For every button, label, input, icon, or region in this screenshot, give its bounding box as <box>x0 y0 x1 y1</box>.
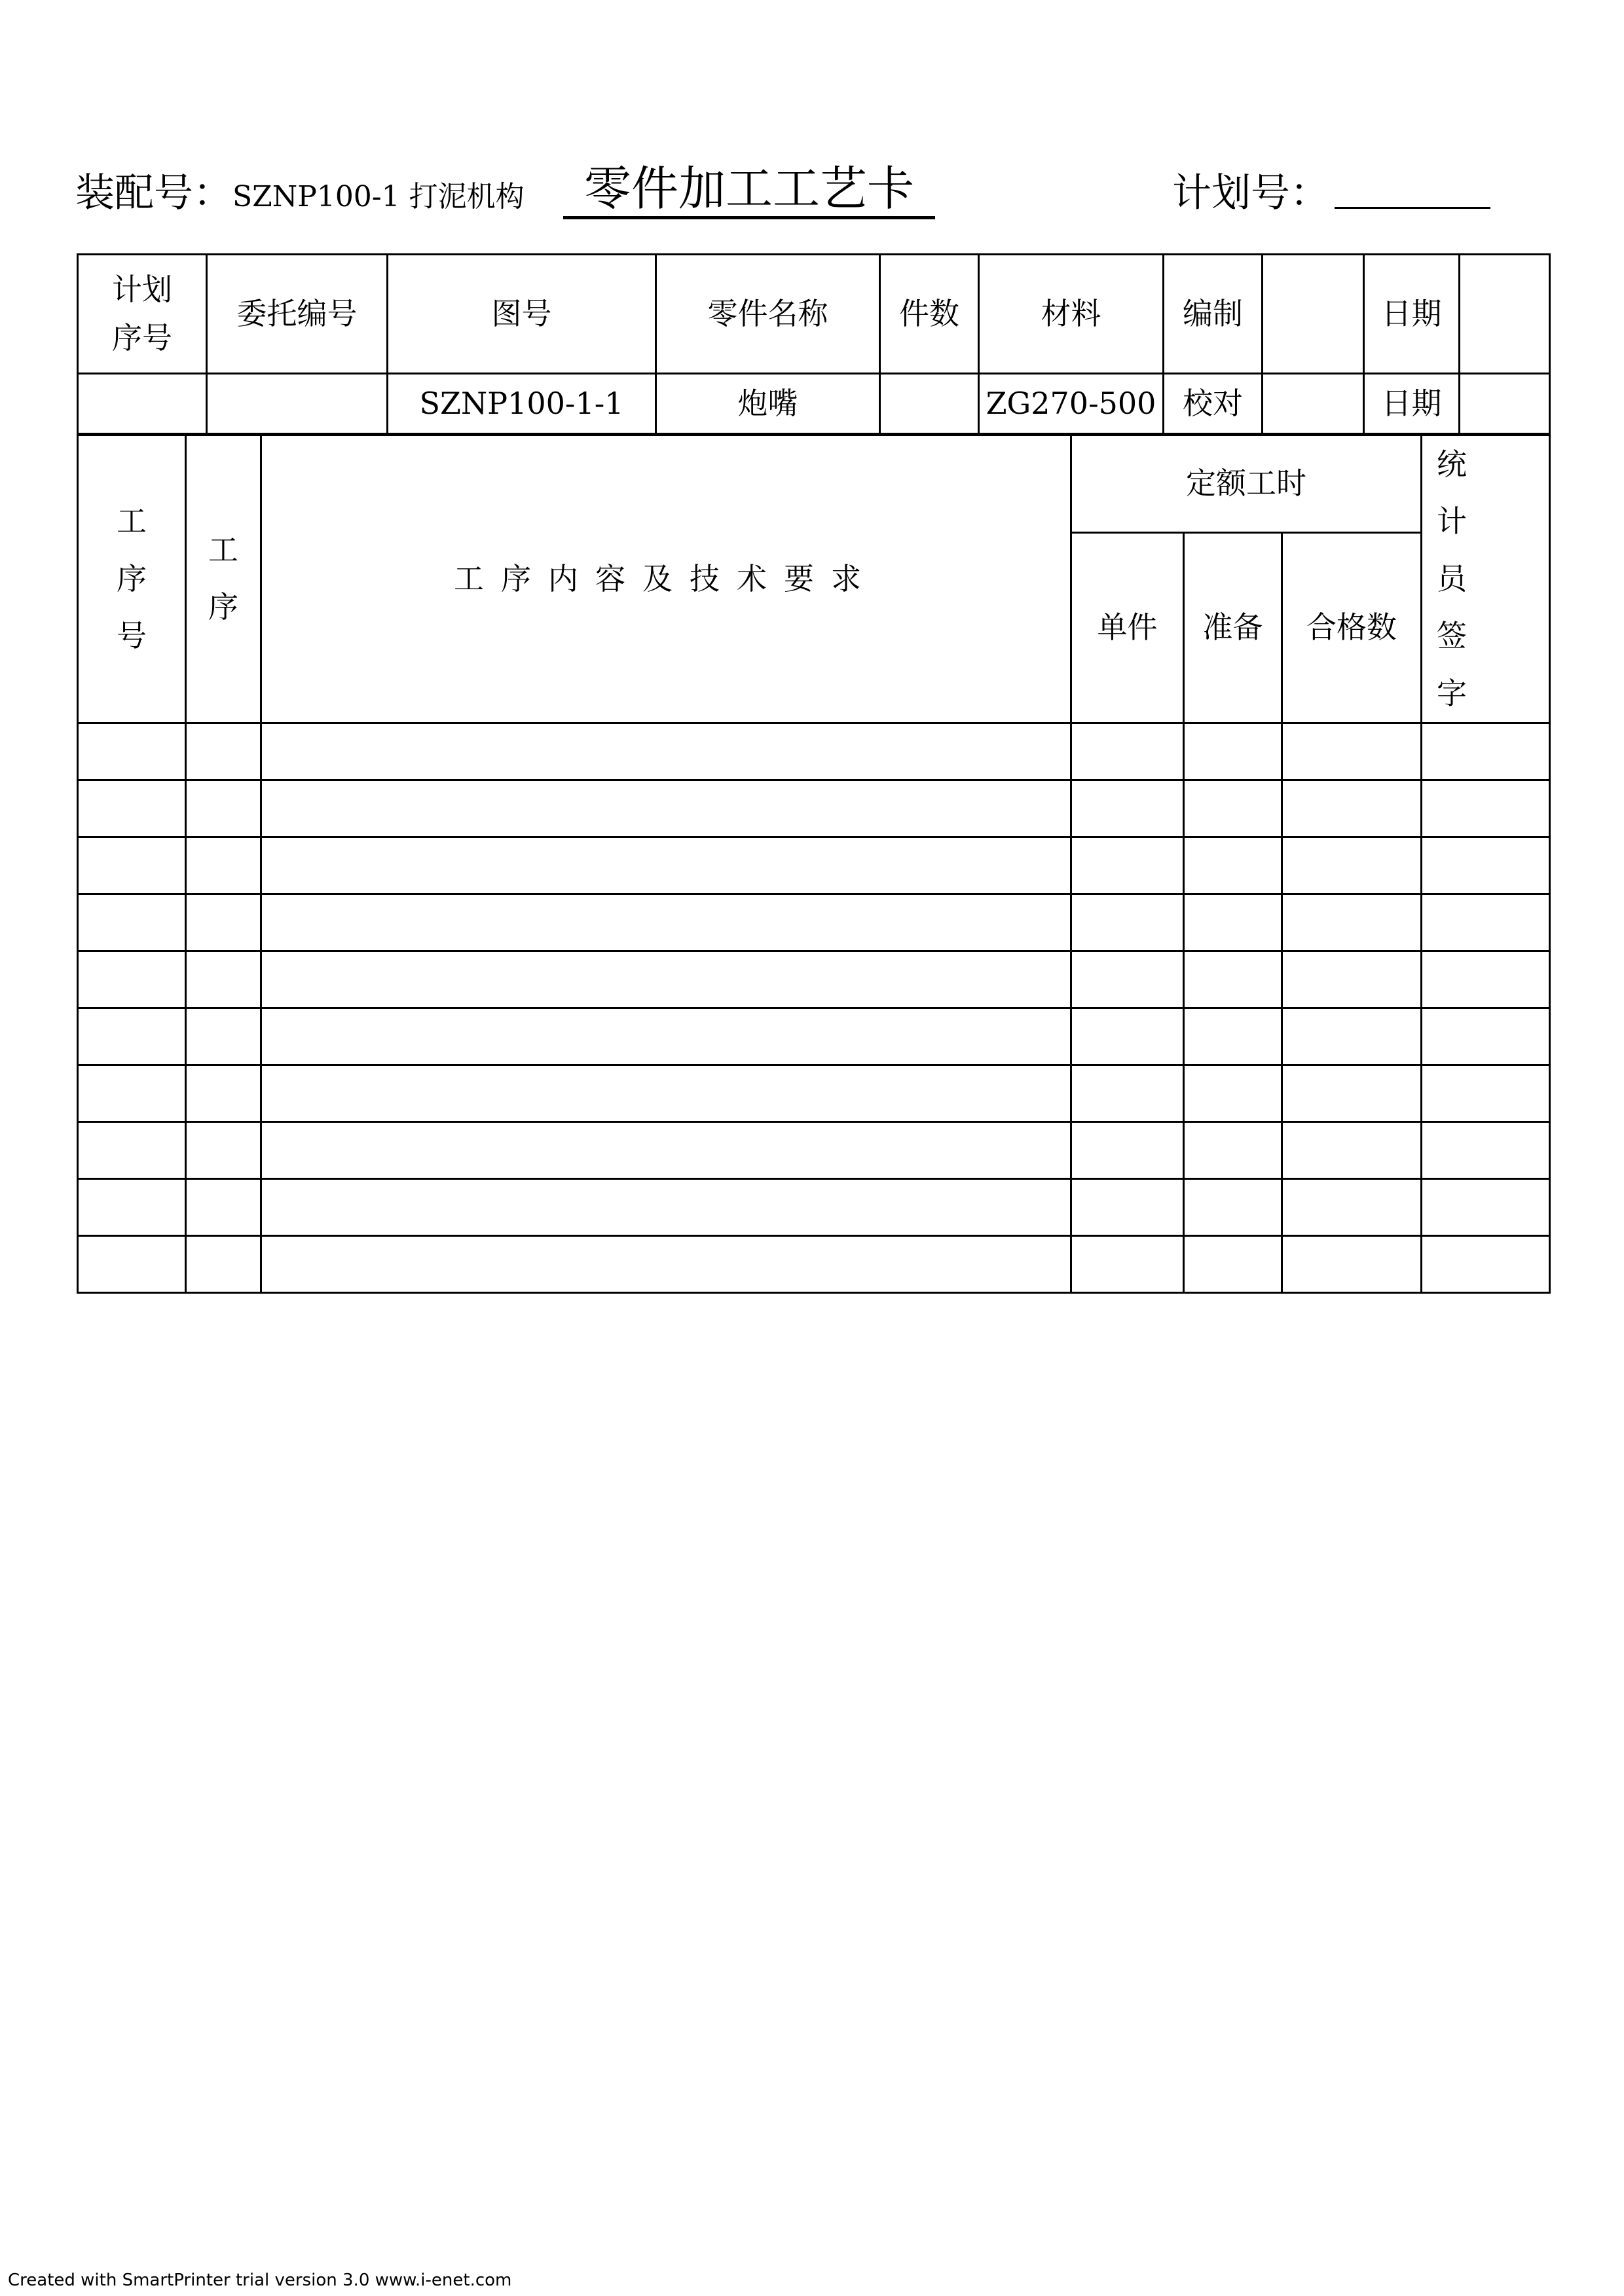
unit-cell <box>1071 723 1184 780</box>
content-cell <box>261 1235 1071 1292</box>
process-cell <box>186 723 261 780</box>
qualified-cell <box>1282 1065 1422 1121</box>
date-label-2: 日期 <box>1364 374 1460 434</box>
process-no-cell <box>78 951 186 1008</box>
process-no-cell <box>78 723 186 780</box>
process-cell <box>186 1235 261 1292</box>
plan-seq-header <box>78 255 207 374</box>
part-name-header: 零件名称 <box>656 255 880 374</box>
date-value-2 <box>1460 374 1550 434</box>
process-no-cell <box>78 894 186 951</box>
unit-cell <box>1071 951 1184 1008</box>
prep-cell <box>1184 1235 1282 1292</box>
unit-cell <box>1071 780 1184 837</box>
unit-header: 单件 <box>1071 532 1184 723</box>
process-no-cell <box>78 1065 186 1121</box>
part-info-table <box>77 253 1551 435</box>
process-row <box>78 951 1550 1008</box>
process-cell <box>186 837 261 894</box>
process-row <box>78 723 1550 780</box>
process-no-cell <box>78 1008 186 1065</box>
process-cell <box>186 951 261 1008</box>
compiled-label: 编制 <box>1164 255 1263 374</box>
process-no-header <box>78 435 186 723</box>
prep-cell <box>1184 723 1282 780</box>
process-row <box>78 1121 1550 1178</box>
prep-cell <box>1184 1008 1282 1065</box>
quantity-header: 件数 <box>880 255 979 374</box>
content-cell <box>261 837 1071 894</box>
process-cell <box>186 1065 261 1121</box>
process-row <box>78 780 1550 837</box>
qualified-cell <box>1282 1121 1422 1178</box>
qualified-cell <box>1282 951 1422 1008</box>
content-cell <box>261 951 1071 1008</box>
commission-no-header: 委托编号 <box>207 255 388 374</box>
stat-sign-char: 计 <box>1437 503 1467 539</box>
process-no-cell <box>78 1178 186 1235</box>
process-header <box>186 435 261 723</box>
sign-cell <box>1422 1008 1550 1065</box>
sign-cell <box>1422 780 1550 837</box>
assembly-value: SZNP100-1 打泥机构 <box>232 180 525 213</box>
stat-sign-header <box>1422 435 1550 723</box>
stat-sign-char: 统 <box>1437 446 1467 482</box>
material-value: ZG270-500 <box>979 374 1164 434</box>
sign-cell <box>1422 1235 1550 1292</box>
prep-cell <box>1184 1178 1282 1235</box>
unit-cell <box>1071 1065 1184 1121</box>
prep-cell <box>1184 1065 1282 1121</box>
process-cell <box>186 780 261 837</box>
qualified-cell <box>1282 780 1422 837</box>
date-value-1 <box>1460 255 1550 374</box>
sign-cell <box>1422 723 1550 780</box>
compiled-value <box>1263 255 1364 374</box>
qualified-cell <box>1282 894 1422 951</box>
process-row <box>78 1065 1550 1121</box>
sign-cell <box>1422 1065 1550 1121</box>
process-cell <box>186 1121 261 1178</box>
qualified-header: 合格数 <box>1282 532 1422 723</box>
qualified-cell <box>1282 723 1422 780</box>
process-cell <box>186 1008 261 1065</box>
page-title: 零件加工工艺卡 <box>563 157 935 219</box>
process-row <box>78 1235 1550 1292</box>
unit-cell <box>1071 1121 1184 1178</box>
plan-label: 计划号： <box>1172 170 1329 216</box>
process-row <box>78 1178 1550 1235</box>
stat-sign-char: 员 <box>1437 560 1467 596</box>
assembly-label: 装配号： <box>75 170 232 216</box>
content-cell <box>261 723 1071 780</box>
process-row <box>78 1008 1550 1065</box>
prep-cell <box>1184 837 1282 894</box>
drawing-no-header: 图号 <box>388 255 656 374</box>
content-cell <box>261 894 1071 951</box>
sign-cell <box>1422 894 1550 951</box>
quota-hours-header: 定额工时 <box>1071 435 1422 533</box>
commission-no-value <box>207 374 388 434</box>
process-label: 工 序 <box>208 532 238 625</box>
part-name-value: 炮嘴 <box>656 374 880 434</box>
process-no-cell <box>78 1121 186 1178</box>
plan-seq-value <box>78 374 207 434</box>
process-no-cell <box>78 780 186 837</box>
checked-label: 校对 <box>1164 374 1263 434</box>
unit-cell <box>1071 894 1184 951</box>
process-no-cell <box>78 1235 186 1292</box>
content-header <box>261 435 1071 723</box>
process-row <box>78 894 1550 951</box>
unit-cell <box>1071 837 1184 894</box>
prep-cell <box>1184 894 1282 951</box>
content-cell <box>261 1008 1071 1065</box>
plan-number <box>1172 164 1490 223</box>
qualified-cell <box>1282 1235 1422 1292</box>
process-table <box>77 434 1551 1294</box>
prep-header: 准备 <box>1184 532 1282 723</box>
sign-cell <box>1422 1178 1550 1235</box>
unit-cell <box>1071 1178 1184 1235</box>
content-label: 工序内容及技术要求 <box>454 560 878 596</box>
content-cell <box>261 780 1071 837</box>
date-label-1: 日期 <box>1364 255 1460 374</box>
process-row <box>78 837 1550 894</box>
stat-sign-char: 签 <box>1437 618 1467 654</box>
plan-seq-label: 计划 序号 <box>112 271 172 355</box>
drawing-no-value: SZNP100-1-1 <box>388 374 656 434</box>
plan-number-blank <box>1335 164 1490 209</box>
content-cell <box>261 1065 1071 1121</box>
quantity-value <box>880 374 979 434</box>
unit-cell <box>1071 1235 1184 1292</box>
assembly-number <box>75 164 525 223</box>
prep-cell <box>1184 1121 1282 1178</box>
process-no-cell <box>78 837 186 894</box>
footer-watermark: Created with SmartPrinter trial version 3.0 www.i-enet.com <box>8 2270 512 2290</box>
sign-cell <box>1422 1121 1550 1178</box>
content-cell <box>261 1121 1071 1178</box>
qualified-cell <box>1282 1008 1422 1065</box>
content-cell <box>261 1178 1071 1235</box>
prep-cell <box>1184 951 1282 1008</box>
stat-sign-char: 字 <box>1437 675 1467 711</box>
unit-cell <box>1071 1008 1184 1065</box>
material-header: 材料 <box>979 255 1164 374</box>
prep-cell <box>1184 780 1282 837</box>
process-no-label: 工 序 号 <box>117 503 147 654</box>
checked-value <box>1263 374 1364 434</box>
qualified-cell <box>1282 837 1422 894</box>
sign-cell <box>1422 837 1550 894</box>
sign-cell <box>1422 951 1550 1008</box>
qualified-cell <box>1282 1178 1422 1235</box>
process-cell <box>186 894 261 951</box>
process-cell <box>186 1178 261 1235</box>
